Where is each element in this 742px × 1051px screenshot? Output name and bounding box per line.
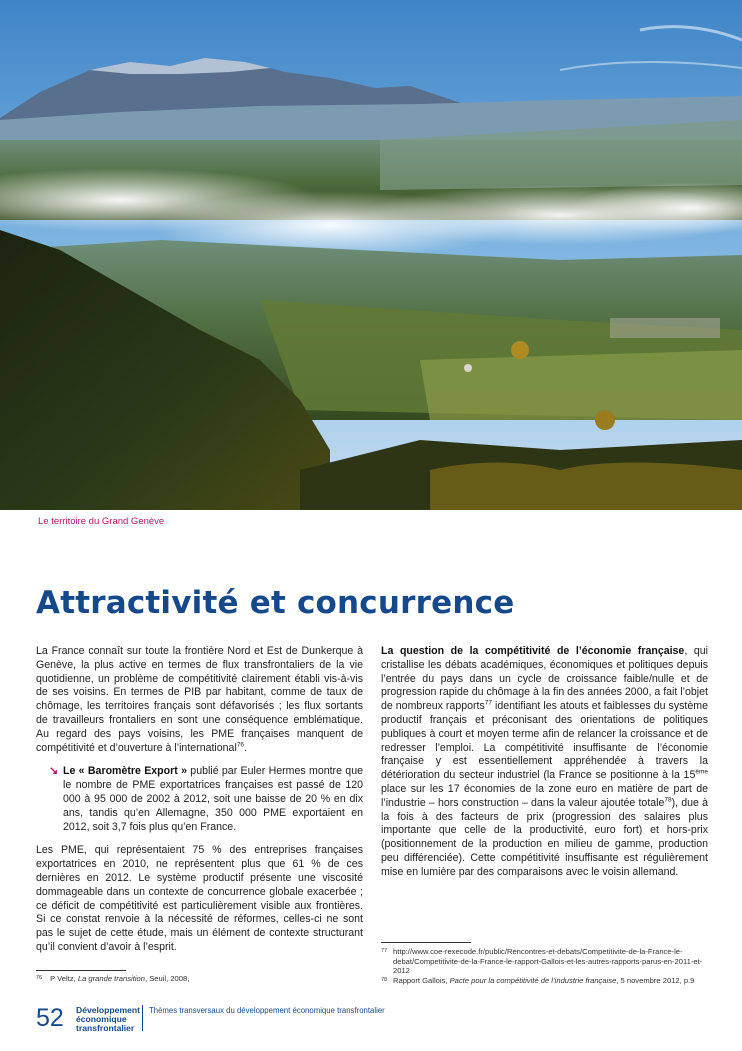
footnotes-right [381,947,711,985]
publication-brand: Développement économique transfrontalier [76,1005,140,1033]
intro-paragraph: La France connaît sur toute la frontière Nord et Est de Dunkerque à Genève, la plus active en termes de flux transfrontaliers de la vie quotidienne, un problème de compétitivité clairement établi vis-à-vis de ses voisins. En termes de PIB par habitant, comme de taux de chômage, les territoires français sont défavorisés ; les flux sortants de travailleurs frontaliers en sont une conséquence emblématique. Au regard des pays voisins, les PME françaises manquent de compétitivité et d’ouverture à l’international$^{76}$. [36,645,363,754]
footnote-divider-left [36,970,126,971]
footer-separator [142,1005,143,1031]
footnote-ref-77: 77 [484,699,493,707]
footnote-78: 78 Rapport Gallois, Pacte pour la compétitivité de l’industrie française, 5 novembre 2012, p.9 [381,975,695,985]
right-column [381,645,708,880]
footnote-ref-78: 78 [664,796,672,804]
footnote-ref-76: 76 [236,741,245,749]
pme-paragraph: Les PME, qui représentaient 75 % des entreprises françaises exportatrices en 2010, ne représentent plus que 61 % de ces dernières en 2012. Le système productif présente une viscosité dommageable dans un contexte de concurrence globale exacerbée ; ce déficit de compétitivité est particulièrement visible aux frontières. Si ce constat renvoie à la nécessité de réformes, celles-ci ne sont pas le sujet de cette étude, mais un élément de contexte structurant qu’il convient d’avoir à l’esprit. [36,844,363,953]
barometre-bullet: ↘ Le « Baromètre Export » publié par Euler Hermes montre que le nombre de PME exportatrices françaises est passé de 120 000 à 95 000 de 2002 à 2012, soit une baisse de 20 % en dix ans, tandis qu’en Allemagne, 350 000 PME exportaient en 2012, soit 3,7 fois plus qu’en France. [49,765,363,833]
footnote-77: 77 http://www.coe-rexecode.fr/public/Rencontres-et-debats/Competitivite-de-la-France-le-debat/Competitivite-de-la-France-le-rapport-Gallois-et-les-autres-rapports-parus-en-2011-et-2012 [381,947,703,976]
page-number: 52 [36,1004,64,1032]
footer-theme: Thèmes transversaux du développement économique transfrontalier [149,1006,385,1015]
landscape-photo [0,0,742,510]
footnote-76: $^{76}$ P Veltz, La grande transition, Seuil, 2008, [36,974,190,983]
competitivite-paragraph: La question de la compétitivité de l’économie française, qui cristallise les débats académiques, économiques et politiques depuis l’entrée du pays dans un cycle de croissance faible/nulle et de progression rapide du chômage à la fin des années 2000, a fait l’objet de nombreux rapports$^{77}$ identifiant les atouts et faiblesses du système productif français et préconisant des orientations de politiques publiques à court et moyen terme afin de relancer la croissance et de redresser l’emploi. La compétitivité insuffisante de l’économie française y est essentiellement appréhendée à travers la détérioration du secteur industriel (la France se positionne à la 15ème place sur les 17 économies de la zone euro en matière de part de l’industrie – hors construction – dans la valeur ajoutée totale$^{78}$), due à la fois à des facteurs de prix (progression des salaires plus importante que celle de la productivité, euro fort) et hors-prix (positionnement de la production en milieu de gamme, production peu différenciée). Cette compétitivité insuffisante est régulièrement mise en lumière par des comparaisons avec le voisin allemand. [381,645,708,878]
arrow-down-right-icon: ↘ [49,765,59,778]
page-title: Attractivité et concurrence [36,585,515,621]
landscape-illustration [0,0,742,510]
left-column [36,645,363,955]
ordinal-suffix: ème [695,768,708,776]
footnote-divider-right [381,942,471,943]
footnote-77-link[interactable]: http://www.coe-rexecode.fr/public/Rencontres-et-debats/Competitivite-de-la-France-le-debat/Competitivite-de-la-France-le-rapport-Gallois-et-les-autres-rapports-parus-en-2011-et-2012 [393,947,703,976]
photo-caption: Le territoire du Grand Genève [38,516,165,527]
